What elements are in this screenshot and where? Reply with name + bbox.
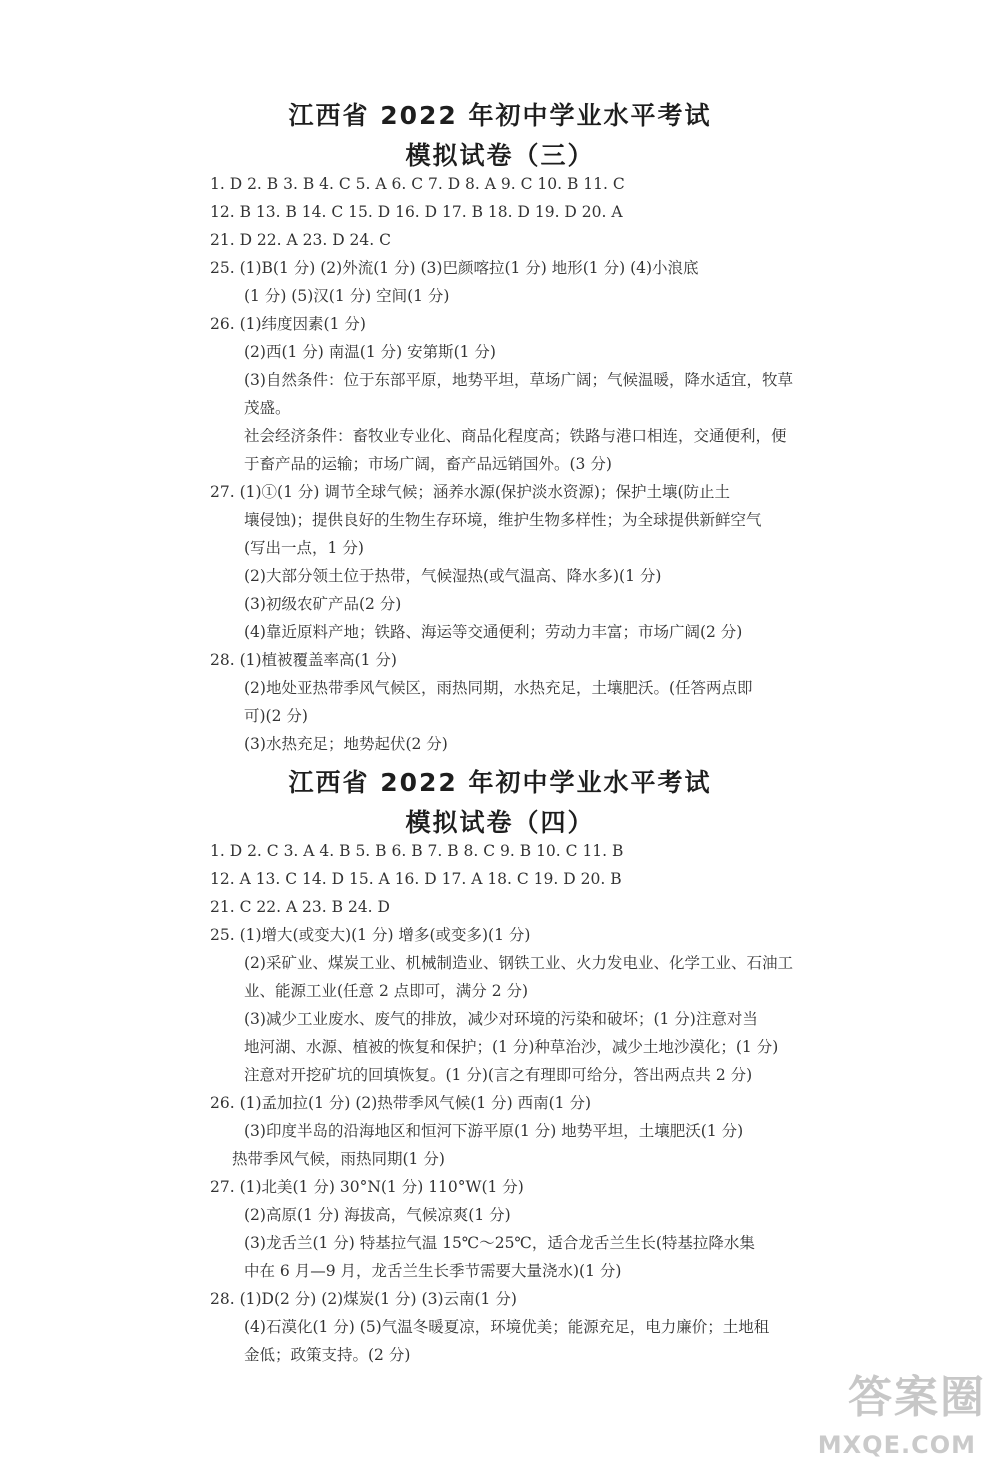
answer-line: 25. (1)增大(或变大)(1 分) 增多(或变多)(1 分): [210, 926, 531, 944]
answer-line: 27. (1)①(1 分) 调节全球气候；涵养水源(保护淡水资源)；保护土壤(防止土: [210, 483, 730, 501]
answer-line: 业、能源工业(任意 2 点即可，满分 2 分): [244, 982, 529, 1000]
answer-line: 21. D 22. A 23. D 24. C: [210, 231, 391, 249]
answer-line: (3)水热充足；地势起伏(2 分): [244, 735, 448, 753]
watermark-url: MXQE.COM: [817, 1431, 976, 1459]
watermark-logo: [736, 1361, 986, 1461]
answer-line: 1. D 2. B 3. B 4. C 5. A 6. C 7. D 8. A 9. C 10. B 11. C: [210, 175, 625, 193]
answer-line: 中在 6 月—9 月，龙舌兰生长季节需要大量浇水)(1 分): [244, 1262, 622, 1280]
exam4-subtitle: 模拟试卷（四）: [405, 808, 595, 837]
answer-line: 12. A 13. C 14. D 15. A 16. D 17. A 18. C 19. D 20. B: [210, 870, 622, 888]
answer-line: 28. (1)植被覆盖率高(1 分): [210, 651, 397, 669]
answer-line: (4)靠近原料产地；铁路、海运等交通便利；劳动力丰富；市场广阔(2 分): [244, 623, 743, 641]
answer-line: 26. (1)纬度因素(1 分): [210, 315, 366, 333]
answer-line: 12. B 13. B 14. C 15. D 16. D 17. B 18. D 19. D 20. A: [210, 203, 623, 221]
answer-line: 26. (1)孟加拉(1 分) (2)热带季风气候(1 分) 西南(1 分): [210, 1094, 591, 1112]
answer-line: (1 分) (5)汉(1 分) 空间(1 分): [244, 287, 450, 305]
answer-line: 金低；政策支持。(2 分): [244, 1346, 411, 1364]
answer-line: 28. (1)D(2 分) (2)煤炭(1 分) (3)云南(1 分): [210, 1290, 517, 1308]
answer-line: 可)(2 分): [244, 707, 308, 725]
answer-line: 地河湖、水源、植被的恢复和保护；(1 分)种草治沙，减少土地沙漠化；(1 分): [244, 1038, 779, 1056]
answer-line: 热带季风气候，雨热同期(1 分): [232, 1150, 445, 1168]
answer-line: 27. (1)北美(1 分) 30°N(1 分) 110°W(1 分): [210, 1178, 524, 1196]
answer-line: (3)自然条件：位于东部平原，地势平坦，草场广阔；气候温暖，降水适宜，牧草: [244, 371, 793, 389]
answer-line: (4)石漠化(1 分) (5)气温冬暖夏凉，环境优美；能源充足，电力廉价；土地租: [244, 1318, 770, 1336]
answer-line: 茂盛。: [244, 399, 291, 417]
answer-line: (写出一点，1 分): [244, 539, 364, 557]
exam4-title: 江西省 2022 年初中学业水平考试: [288, 768, 712, 797]
answer-line: (2)高原(1 分) 海拔高，气候凉爽(1 分): [244, 1206, 511, 1224]
answer-line: 21. C 22. A 23. B 24. D: [210, 898, 390, 916]
answer-line: (2)采矿业、煤炭工业、机械制造业、钢铁工业、火力发电业、化学工业、石油工: [244, 954, 793, 972]
exam3-subtitle: 模拟试卷（三）: [405, 141, 595, 170]
answer-line: 1. D 2. C 3. A 4. B 5. B 6. B 7. B 8. C 9. B 10. C 11. B: [210, 842, 624, 860]
answer-line: (3)减少工业废水、废气的排放，减少对环境的污染和破坏；(1 分)注意对当: [244, 1010, 758, 1028]
answer-line: 壤侵蚀)；提供良好的生物生存环境，维护生物多样性；为全球提供新鲜空气: [244, 511, 762, 529]
answer-line: (2)大部分领土位于热带，气候湿热(或气温高、降水多)(1 分): [244, 567, 662, 585]
answer-line: (3)印度半岛的沿海地区和恒河下游平原(1 分) 地势平坦，土壤肥沃(1 分): [244, 1122, 744, 1140]
answer-line: 于畜产品的运输；市场广阔，畜产品远销国外。(3 分): [244, 455, 612, 473]
answer-line: (3)初级农矿产品(2 分): [244, 595, 402, 613]
answer-line: (2)西(1 分) 南温(1 分) 安第斯(1 分): [244, 343, 496, 361]
answer-line: 25. (1)B(1 分) (2)外流(1 分) (3)巴颜喀拉(1 分) 地形(1 分) (4)小浪底: [210, 259, 699, 277]
answer-line: (3)龙舌兰(1 分) 特基拉气温 15℃～25℃，适合龙舌兰生长(特基拉降水集: [244, 1234, 755, 1252]
exam3-title: 江西省 2022 年初中学业水平考试: [288, 101, 712, 130]
answer-line: 注意对开挖矿坑的回填恢复。(1 分)(言之有理即可给分，答出两点共 2 分): [244, 1066, 753, 1084]
answer-line: (2)地处亚热带季风气候区，雨热同期，水热充足，土壤肥沃。(任答两点即: [244, 679, 753, 697]
answer-line: 社会经济条件：畜牧业专业化、商品化程度高；铁路与港口相连，交通便利，便: [244, 427, 787, 445]
watermark-text: 答案圈: [848, 1372, 986, 1423]
